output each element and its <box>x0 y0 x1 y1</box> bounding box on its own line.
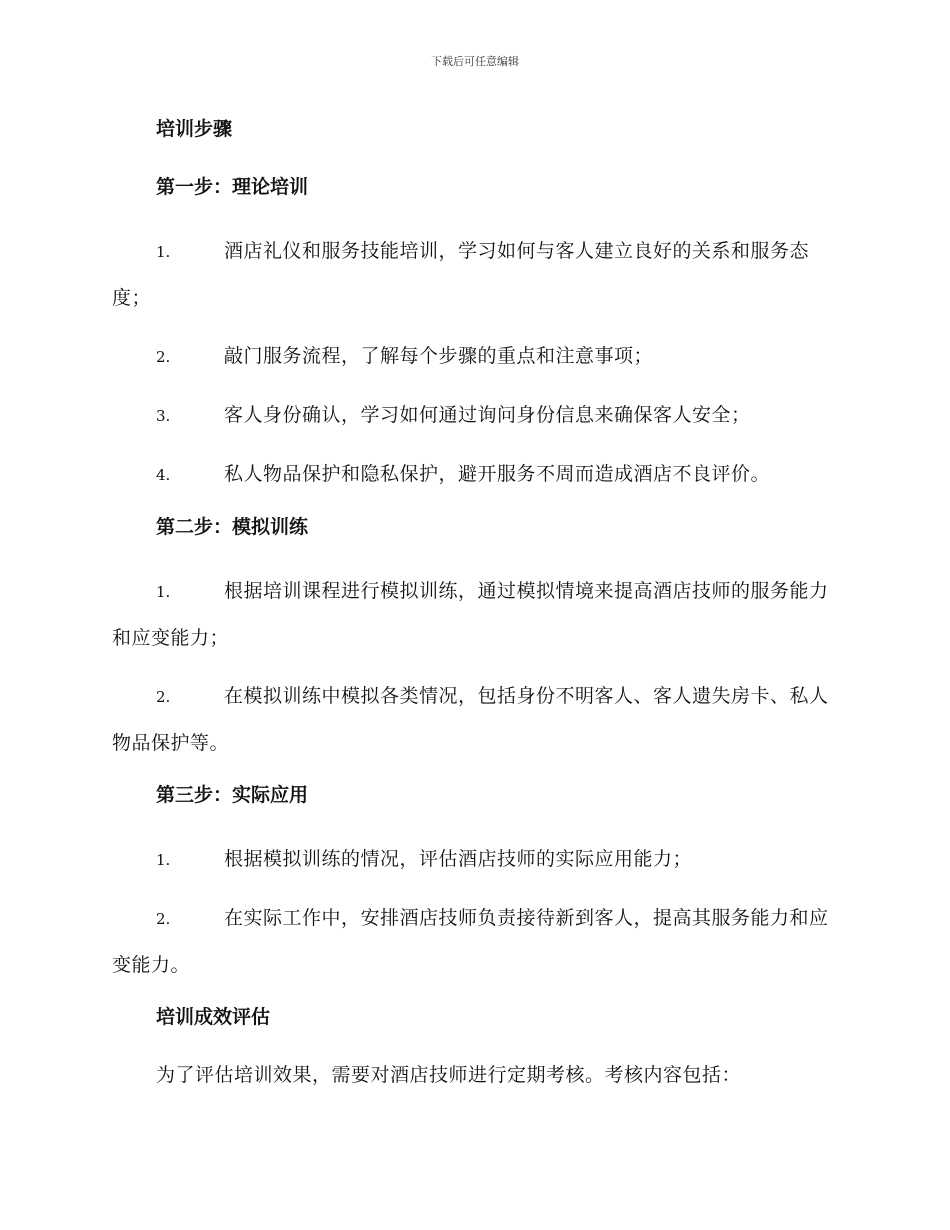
list-item-number: 1. <box>156 583 171 601</box>
list-item-number: 1. <box>156 243 171 261</box>
list-item-number: 2. <box>156 348 171 366</box>
section-heading-step-three: 第三步：实际应用 <box>156 784 309 806</box>
list-item-text: 私人物品保护和隐私保护，避开服务不周而造成酒店不良评价。 <box>224 463 771 485</box>
evaluation-paragraph: 为了评估培训效果，需要对酒店技师进行定期考核。考核内容包括： <box>156 1064 742 1086</box>
list-item <box>112 333 837 380</box>
page-header: 下载后可任意编辑 <box>431 55 519 68</box>
list-item <box>112 568 837 661</box>
list-item-number: 3. <box>156 407 171 425</box>
list-item-number: 2. <box>156 910 171 928</box>
list-item <box>112 451 837 498</box>
list-item-text: 根据模拟训练的情况，评估酒店技师的实际应用能力； <box>224 848 693 870</box>
list-item <box>112 895 837 988</box>
list-item-text: 客人身份确认，学习如何通过询问身份信息来确保客人安全； <box>224 404 751 426</box>
list-item <box>112 228 837 321</box>
list-item <box>112 392 837 439</box>
list-item-text: 在实际工作中，安排酒店技师负责接待新到客人，提高其服务能力和应变能力。 <box>112 907 829 976</box>
section-heading-training-steps: 培训步骤 <box>156 118 233 140</box>
list-item-number: 2. <box>156 688 171 706</box>
section-heading-step-two: 第二步：模拟训练 <box>156 516 309 538</box>
list-item-text: 根据培训课程进行模拟训练，通过模拟情境来提高酒店技师的服务能力和应变能力； <box>112 580 829 649</box>
list-item-text: 在模拟训练中模拟各类情况，包括身份不明客人、客人遗失房卡、私人物品保护等。 <box>112 685 829 754</box>
list-item-text: 酒店礼仪和服务技能培训，学习如何与客人建立良好的关系和服务态度； <box>112 240 810 309</box>
section-heading-evaluation: 培训成效评估 <box>156 1006 271 1028</box>
list-item-number: 4. <box>156 466 171 484</box>
section-heading-step-one: 第一步：理论培训 <box>156 176 309 198</box>
document-body <box>112 112 837 1092</box>
list-item <box>112 673 837 766</box>
list-item-number: 1. <box>156 851 171 869</box>
list-item <box>112 836 837 883</box>
list-item-text: 敲门服务流程，了解每个步骤的重点和注意事项； <box>224 345 654 367</box>
